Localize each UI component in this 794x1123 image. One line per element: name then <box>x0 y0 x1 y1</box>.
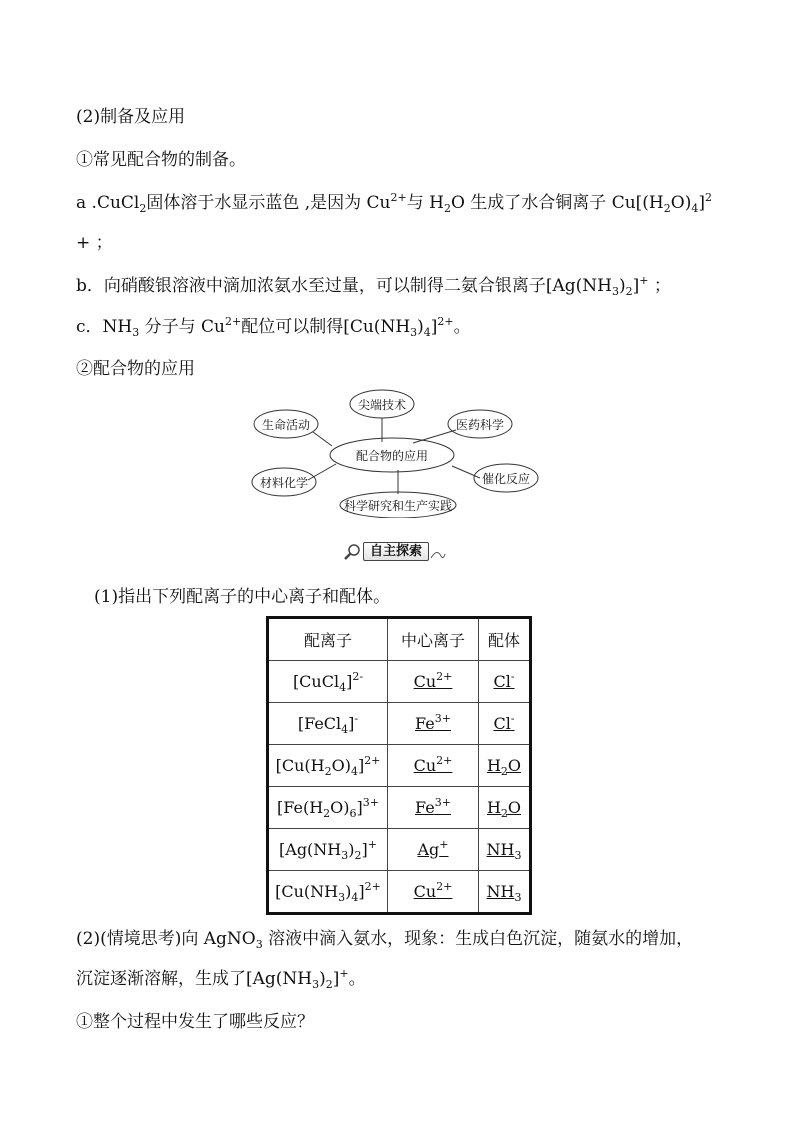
ion-cell: [CuCl$_4$]$^{2-}$ <box>268 661 388 703</box>
center-cell: $Cu^{2+}$ <box>388 661 479 703</box>
ion-cell: $[Cu(NH_3)_4]^{2+}$ <box>268 871 388 914</box>
center-cell: $Cu^{2+}$ <box>388 871 479 914</box>
table-header-row <box>268 618 531 661</box>
ligand-cell: $NH_3$ <box>479 871 531 914</box>
item2-title: ②配合物的应用 <box>76 359 195 379</box>
node-materials: 材料化学 <box>259 476 308 490</box>
center-cell: $Fe^{3+}$ <box>388 703 479 745</box>
ion-cell: $[Ag(NH_3)_2]^+$ <box>268 829 388 871</box>
header-ligand: 配体 <box>479 618 531 661</box>
table-row <box>268 745 531 787</box>
ligand-cell: Cl- <box>479 703 531 745</box>
node-catalysis: 催化反应 <box>481 472 530 486</box>
header-center: 中心离子 <box>388 618 479 661</box>
question-2-sub1: ①整个过程中发生了哪些反应？ <box>76 1012 314 1032</box>
item-a-line2: + ； <box>76 233 113 253</box>
table-row <box>268 787 531 829</box>
item-c: c．$NH_3$ 分子与 $Cu^{2+}$配位可以制得$[Cu(NH_3)_4]^{2+}$。 <box>76 315 471 339</box>
question-2-line2: 沉淀逐渐溶解，生成了$[Ag(NH_3)_2]^+$。 <box>76 967 366 991</box>
node-life: 生命活动 <box>261 418 310 432</box>
item-a-line1: a .CuCl$_2$固体溶于水显示蓝色 ,是因为 $Cu^{2+}$与 $H_2O$ 生成了水合铜离子 $Cu[(H_2O)_4]^2$ <box>76 191 712 215</box>
ion-cell: $[Cu(H_2O)_4]^{2+}$ <box>268 745 388 787</box>
ligand-cell: Cl- <box>479 661 531 703</box>
table-row <box>268 703 531 745</box>
center-cell: $Fe^{3+}$ <box>388 787 479 829</box>
table-row <box>268 661 531 703</box>
magnifier-icon <box>343 542 363 562</box>
center-cell: Ag+ <box>388 829 479 871</box>
banner-label: 自主探索 <box>363 542 429 561</box>
ion-table <box>266 616 532 915</box>
center-cell: $Cu^{2+}$ <box>388 745 479 787</box>
ligand-cell: $NH_3$ <box>479 829 531 871</box>
diagram-center: 配合物的应用 <box>355 449 428 463</box>
item1-title: ①常见配合物的制备。 <box>76 150 246 170</box>
ion-cell: [FeCl$_4$]- <box>268 703 388 745</box>
table-row <box>268 829 531 871</box>
item-b: b．向硝酸银溶液中滴加浓氨水至过量，可以制得二氨合银离子$[Ag(NH_3)_2]^+$ ； <box>76 274 671 298</box>
node-cutting-edge: 尖端技术 <box>357 398 406 412</box>
ion-cell: $[Fe(H_2O)_6]^{3+}$ <box>268 787 388 829</box>
question-2-line1: (2)(情境思考)向 AgNO$_3$ 溶液中滴入氨水，现象：生成白色沉淀，随氨水的增加， <box>76 929 694 951</box>
ligand-cell: $H_2O$ <box>479 787 531 829</box>
table-row <box>268 871 531 914</box>
question-1: (1)指出下列配离子的中心离子和配体。 <box>94 587 391 607</box>
swirl-decoration-icon <box>429 544 447 564</box>
header-ion: 配离子 <box>268 618 388 661</box>
application-diagram <box>248 386 548 518</box>
node-medicine: 医药科学 <box>455 418 504 432</box>
section-title: (2)制备及应用 <box>76 107 186 127</box>
self-explore-banner <box>343 540 447 562</box>
node-research: 科学研究和生产实践 <box>343 499 452 513</box>
ligand-cell: $H_2O$ <box>479 745 531 787</box>
